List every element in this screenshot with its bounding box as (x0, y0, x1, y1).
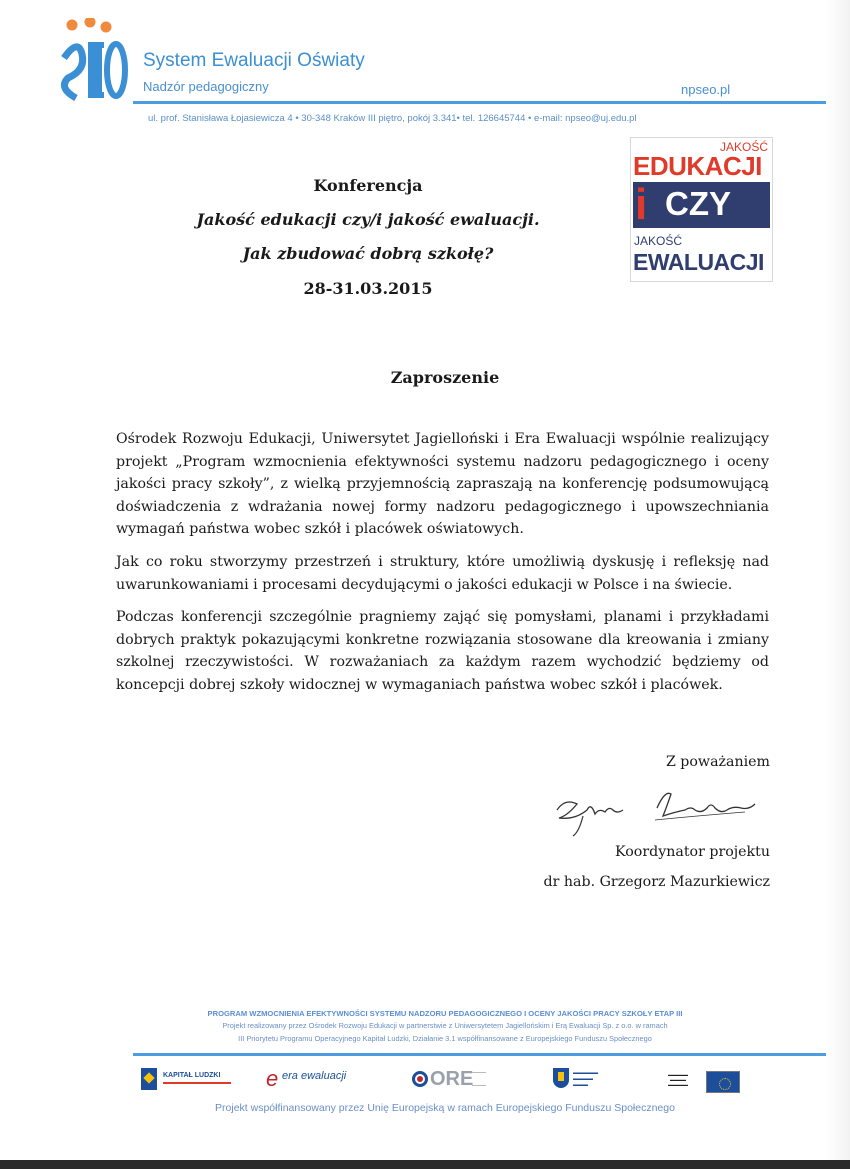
kapital-ludzki-stripe (163, 1082, 231, 1084)
signatory-role: Koordynator projektu (615, 844, 770, 860)
badge-i-letter: i (635, 180, 648, 229)
conference-title-line1: Jakość edukacji czy/i jakość ewaluacji. (196, 210, 540, 229)
footer-divider (133, 1053, 827, 1056)
paragraph-2: Jak co roku stworzymy przestrzeń i struktury, które umożliwią dyskusję i refleksję nad uwarunkowaniami i procesami decydującymi o jakości edukacji w Polsce i na świecie. (116, 553, 769, 593)
conference-label: Konferencja (313, 176, 423, 195)
kapital-ludzki-label: KAPITAŁ LUDZKI (163, 1072, 221, 1079)
footer-eu-note: Projekt współfinansowany przez Unię Europejską w ramach Europejskiego Funduszu Społecznego (215, 1102, 675, 1114)
footer-program-title: PROGRAM WZMOCNIENIA EFEKTYWNOŚCI SYSTEMU NADZORU PEDAGOGICZNEGO I OCENY JAKOŚCI PRACY SZKOŁY ETAP III (207, 1009, 683, 1018)
ore-label: ORE (430, 1068, 474, 1090)
paragraph-1: Ośrodek Rozwoju Edukacji, Uniwersytet Jagielloński i Era Ewaluacji wspólnie realizujący projekt „Program wzmocnienia efektywności systemu nadzoru pedagogicznego i oceny jakości pracy szkoły”, z wielką przyjemnością zapraszają na konferencję podsumowującą doświadczenia z wdrażania nowej formy nadzoru pedagogicznego i upowszechniania wymagań państwa wobec szkół i placówek oświatowych. (116, 431, 769, 538)
letter-body (116, 428, 769, 707)
badge-czy-bar (633, 182, 770, 228)
scan-edge-shade (826, 0, 850, 1169)
paragraph-3: Podczas konferencji szczególnie pragniemy zająć się pomysłami, planami i przykładami dobrych praktyk pokazującymi konkretne rozwiązania stosowane dla kreowania i zmiany szkolnej rzeczywistości. W rozważaniach za każdym razem wychodzić będziemy od koncepcji dobrej szkoły widocznej w wymaganiach państwa wobec szkół i placówek. (116, 609, 769, 693)
eu-flag-icon (706, 1071, 740, 1093)
eu-text-mark: ▬▬▬▬▬ ▬▬▬▬ ▬▬▬▬▬ (668, 1072, 688, 1087)
footer-funding-line: III Priorytetu Programu Operacyjnego Kapitał Ludzki, Działanie 3.1 współfinansowane z Europejskiego Funduszu Społecznego (238, 1034, 652, 1043)
ore-circle-icon (412, 1071, 428, 1087)
uj-logo (553, 1066, 623, 1094)
era-ewaluacji-label: era ewaluacji (282, 1070, 347, 1082)
badge-czy-label: CZY (665, 185, 731, 222)
conference-title-line2: Jak zbudować dobrą szkołę? (242, 244, 494, 263)
org-name: System Ewaluacji Oświaty (143, 50, 365, 71)
era-ewaluacji-logo (266, 1066, 376, 1094)
uj-crest-icon (553, 1068, 569, 1088)
scan-bottom-edge (0, 1160, 850, 1169)
seo-logo (58, 18, 128, 104)
kapital-ludzki-flag-icon (141, 1068, 157, 1090)
website-link[interactable]: npseo.pl (681, 82, 731, 97)
org-subtitle: Nadzór pedagogiczny (143, 79, 269, 94)
closing-regards: Z poważaniem (665, 754, 770, 770)
signatory-name: dr hab. Grzegorz Mazurkiewicz (543, 874, 770, 890)
badge-quality-label: JAKOŚĆ (719, 140, 768, 154)
conference-date: 28-31.03.2015 (303, 279, 433, 298)
handwritten-signature (545, 780, 775, 840)
header-divider (133, 101, 827, 104)
badge-evaluation-label: EWALUACJI (633, 249, 764, 275)
kapital-ludzki-logo (141, 1066, 233, 1094)
ore-subtext-mark (472, 1072, 486, 1086)
ore-logo (410, 1066, 490, 1094)
badge-education-label: EDUKACJI (633, 151, 762, 181)
address-line: ul. prof. Stanisława Łojasiewicza 4 • 30-348 Kraków III piętro, pokój 3.341• tel. 126645744 • e-mail: npseo@uj.edu.pl (148, 113, 637, 124)
invitation-heading: Zaproszenie (390, 368, 500, 387)
badge-quality2-label: JAKOŚĆ (634, 234, 683, 248)
conference-badge (630, 137, 773, 282)
era-e-mark: e (266, 1066, 279, 1091)
eu-logo (656, 1066, 742, 1094)
footer-partners-line: Projekt realizowany przez Ośrodek Rozwoju Edukacji w partnerstwie z Uniwersytetem Jagiellońskim i Erą Ewaluacji Sp. z o.o. w ramach (222, 1021, 668, 1030)
uj-text-mark: ▬▬▬▬▬ ▬▬▬▬ ▬▬▬ (573, 1070, 598, 1088)
